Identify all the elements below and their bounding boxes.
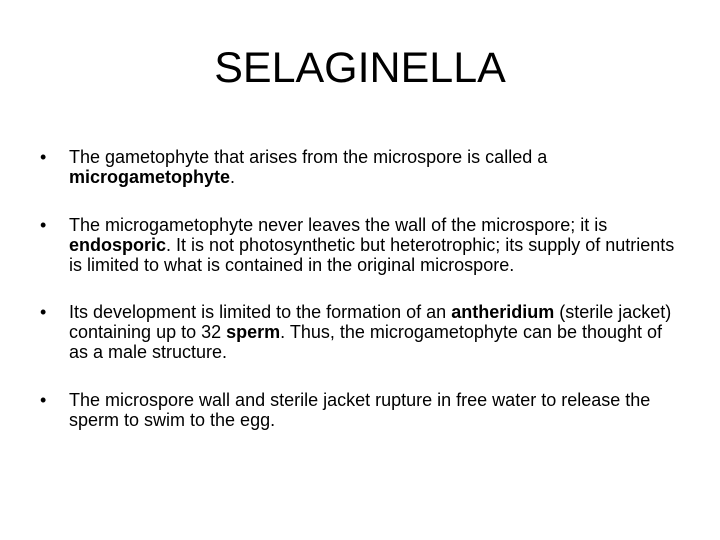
text-run: Its development is limited to the formation of an (69, 302, 452, 322)
bullet-item (0, 147, 720, 187)
bullet-text (69, 215, 674, 275)
bold-term-endosporic: endosporic (69, 235, 167, 255)
bullet-text (69, 390, 650, 430)
bold-term-microgametophyte: microgametophyte (69, 167, 231, 187)
bullet-text (69, 302, 671, 362)
text-run: The gametophyte that arises from the microspore is called a (69, 147, 548, 167)
text-run: (sterile jacket) containing up to 32 (69, 302, 672, 342)
bold-term-antheridium: antheridium (451, 302, 555, 322)
bullet-dot: • (40, 390, 47, 410)
bold-term-sperm: sperm (226, 322, 281, 342)
bullet-item (0, 302, 720, 362)
text-run: . Thus, the microgametophyte can be thought of as a male structure. (69, 322, 663, 362)
text-run: . (230, 167, 236, 187)
bullet-text (69, 147, 547, 187)
text-run: The microgametophyte never leaves the wall of the microspore; it is (69, 215, 608, 235)
bullet-list (0, 147, 720, 430)
bullet-dot: • (40, 302, 47, 322)
bullet-item (0, 215, 720, 275)
bullet-item (0, 390, 720, 430)
bullet-dot: • (40, 215, 47, 235)
bullet-dot: • (40, 147, 47, 167)
text-run: . It is not photosynthetic but heterotrophic; its supply of nutrients is limited to what is contained in the original microspore. (69, 235, 675, 275)
slide-title: SELAGINELLA (214, 44, 506, 92)
text-run: The microspore wall and sterile jacket rupture in free water to release the sperm to swim to the egg. (69, 390, 651, 430)
